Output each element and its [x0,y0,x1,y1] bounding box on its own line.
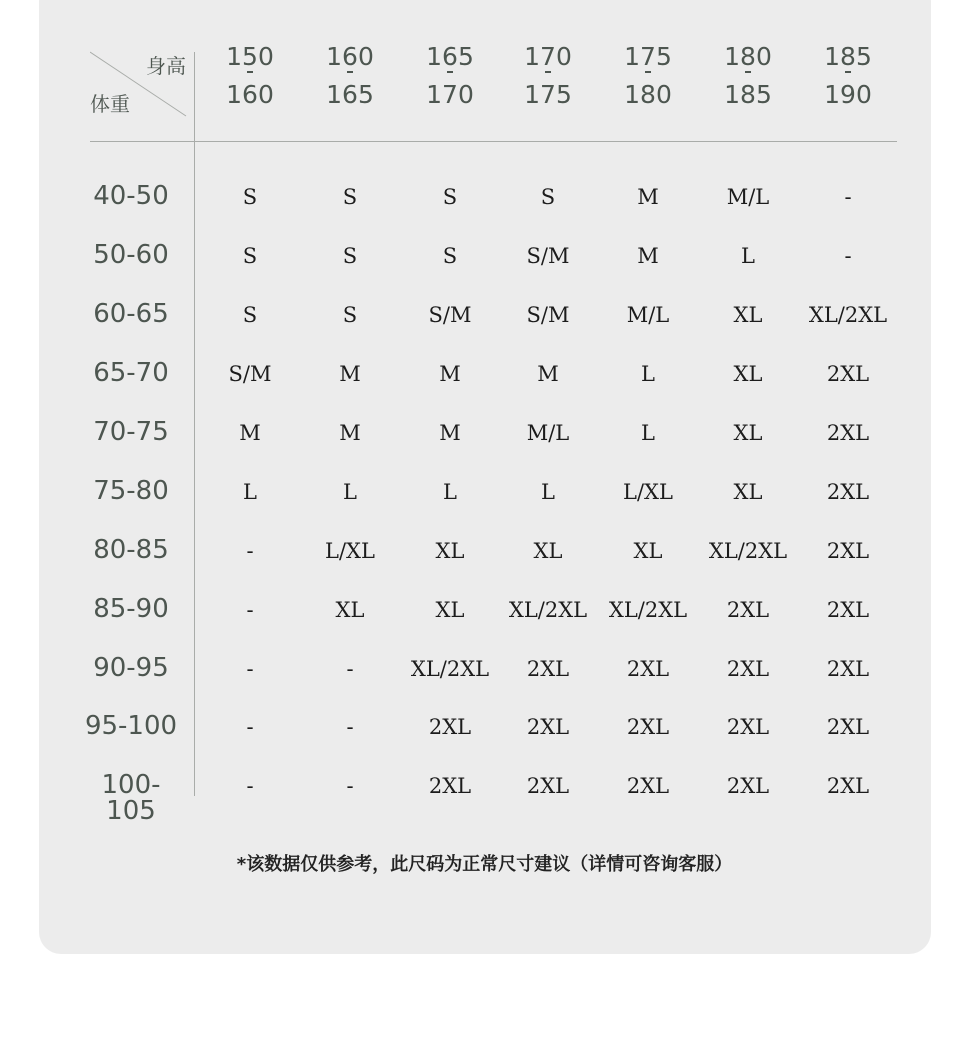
height-range-from: 185 [824,42,872,71]
size-cell: L/XL [623,480,673,504]
size-cell: XL [435,598,465,622]
height-range-to: 165 [326,80,374,109]
weight-row-label: 65-70 [93,358,169,388]
size-cell: S [242,303,258,327]
range-dash [447,71,453,73]
size-cell: S [442,244,458,268]
size-cell: 2XL [726,657,770,681]
size-cell: XL/2XL [808,303,888,327]
size-cell: L [741,244,755,268]
size-cell: XL [733,303,763,327]
size-cell: S [342,185,358,209]
size-cell: 2XL [826,598,870,622]
size-cell: 2XL [826,715,870,739]
weight-row-label: 70-75 [93,417,169,447]
size-cell: XL [335,598,365,622]
size-cell: 2XL [428,715,472,739]
size-cell: S [242,244,258,268]
size-cell: - [844,244,852,268]
horizontal-divider [90,141,897,142]
size-cell: 2XL [826,362,870,386]
size-cell: M [239,421,261,445]
height-axis-label: 身高 [146,54,186,78]
size-cell: 2XL [726,715,770,739]
size-cell: L/XL [325,539,375,563]
size-cell: - [346,657,354,681]
size-cell: 2XL [826,774,870,798]
size-cell: XL/2XL [608,598,688,622]
size-cell: 2XL [726,774,770,798]
weight-row-label: 90-95 [93,653,169,683]
size-cell: 2XL [526,715,570,739]
range-dash [545,71,551,73]
size-cell: S/M [428,303,472,327]
range-dash [745,71,751,73]
size-cell: M [637,244,659,268]
size-cell: L [641,421,655,445]
size-cell: L [443,480,457,504]
size-cell: 2XL [826,539,870,563]
height-range-to: 170 [426,80,474,109]
size-cell: - [246,774,254,798]
weight-row-label: 100-105 [101,770,161,826]
table-corner-header [90,50,190,118]
height-range-to: 180 [624,80,672,109]
height-range-from: 170 [524,42,572,71]
height-column-header [503,44,593,107]
size-cell: XL [733,362,763,386]
size-cell: M [339,421,361,445]
size-cell: L [641,362,655,386]
height-column-header [803,44,893,107]
size-cell: S [442,185,458,209]
size-cell: 2XL [626,715,670,739]
height-range-to: 175 [524,80,572,109]
size-cell: M [637,185,659,209]
size-cell: M/L [526,421,570,445]
size-cell: S [342,303,358,327]
size-cell: S [242,185,258,209]
disclaimer-note: *该数据仅供参考，此尺码为正常尺寸建议（详情可咨询客服） [236,854,733,875]
size-cell: - [844,185,852,209]
size-cell: 2XL [726,598,770,622]
size-cell: - [246,657,254,681]
vertical-divider [194,52,195,796]
size-cell: 2XL [526,657,570,681]
size-cell: - [246,715,254,739]
size-cell: 2XL [826,657,870,681]
weight-axis-label: 体重 [90,92,130,116]
size-cell: M [439,421,461,445]
size-cell: - [246,539,254,563]
weight-row-label: 85-90 [93,594,169,624]
range-dash [645,71,651,73]
height-column-header [703,44,793,107]
height-column-header [305,44,395,107]
size-cell: M [537,362,559,386]
size-cell: XL [733,421,763,445]
size-cell: S/M [526,303,570,327]
size-cell: XL [733,480,763,504]
size-cell: S/M [228,362,272,386]
range-dash [845,71,851,73]
size-cell: XL/2XL [708,539,788,563]
height-column-header [405,44,495,107]
size-cell: S/M [526,244,570,268]
height-range-from: 160 [326,42,374,71]
height-range-to: 160 [226,80,274,109]
size-cell: - [246,598,254,622]
weight-row-label: 75-80 [93,476,169,506]
weight-row-label: 50-60 [93,240,169,270]
size-cell: L [243,480,257,504]
size-cell: M [439,362,461,386]
weight-row-label: 80-85 [93,535,169,565]
weight-row-label: 60-65 [93,299,169,329]
size-cell: 2XL [626,774,670,798]
height-range-from: 150 [226,42,274,71]
size-cell: 2XL [826,421,870,445]
size-cell: XL [435,539,465,563]
weight-row-label: 40-50 [93,181,169,211]
size-cell: M/L [626,303,670,327]
size-cell: 2XL [826,480,870,504]
height-range-from: 175 [624,42,672,71]
height-range-from: 165 [426,42,474,71]
height-column-header [603,44,693,107]
size-cell: S [342,244,358,268]
height-range-to: 190 [824,80,872,109]
size-cell: M/L [726,185,770,209]
size-cell: XL/2XL [410,657,490,681]
size-cell: 2XL [626,657,670,681]
height-range-to: 185 [724,80,772,109]
size-cell: L [343,480,357,504]
size-cell: 2XL [428,774,472,798]
size-cell: - [346,715,354,739]
height-range-from: 180 [724,42,772,71]
height-column-header [205,44,295,107]
range-dash [347,71,353,73]
size-cell: 2XL [526,774,570,798]
size-cell: L [541,480,555,504]
size-cell: XL [633,539,663,563]
size-cell: XL [533,539,563,563]
range-dash [247,71,253,73]
size-cell: M [339,362,361,386]
size-cell: - [346,774,354,798]
size-cell: XL/2XL [508,598,588,622]
size-cell: S [540,185,556,209]
weight-row-label: 95-100 [84,711,178,741]
